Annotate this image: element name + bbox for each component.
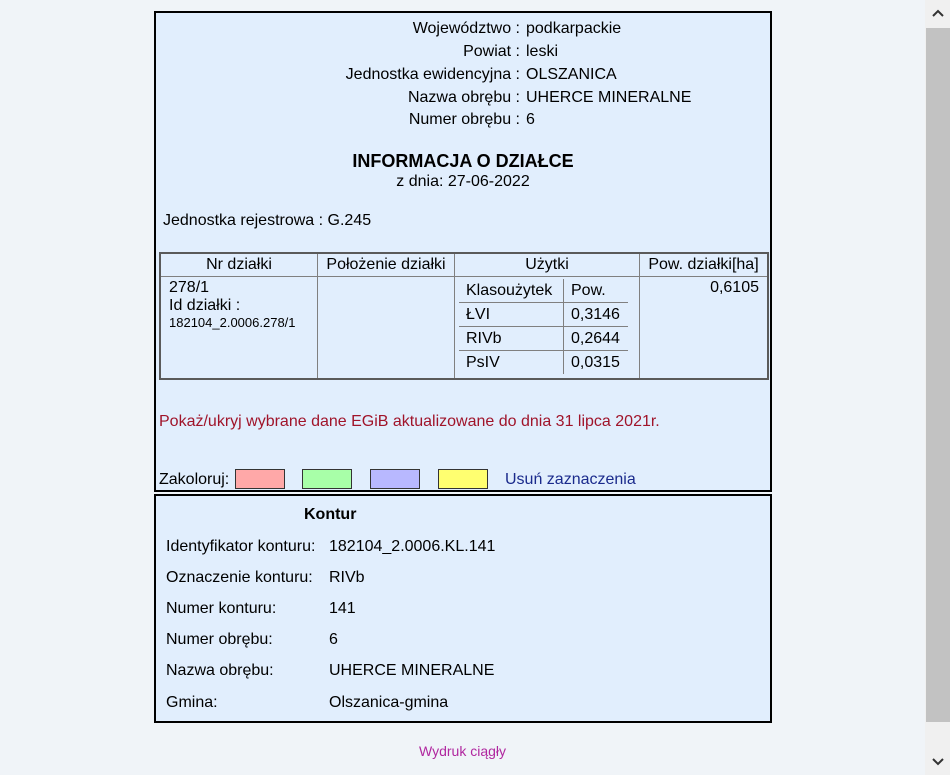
colorize-label: Zakoloruj: bbox=[159, 471, 230, 488]
kontur-value: 141 bbox=[329, 600, 356, 617]
col-header-polozenie: Położenie działki bbox=[318, 253, 455, 277]
header-label: Nazwa obrębu : bbox=[407, 89, 520, 106]
uzytki-klasa: PsIV bbox=[466, 353, 500, 371]
kontur-row-oznaczenie bbox=[166, 567, 766, 589]
uzytki-row bbox=[459, 327, 628, 351]
uzytki-header-row bbox=[459, 279, 628, 303]
header-row-wojewodztwo bbox=[156, 18, 770, 40]
clear-selection-link[interactable]: Usuń zaznaczenia bbox=[505, 471, 636, 488]
kontur-row-numer-obrebu bbox=[166, 629, 766, 651]
kontur-value: 182104_2.0006.KL.141 bbox=[329, 538, 496, 555]
uzytki-pow: 0,2644 bbox=[564, 327, 629, 351]
jednostka-rejestrowa: Jednostka rejestrowa : G.245 bbox=[163, 212, 372, 229]
uzytki-klasa: RIVb bbox=[459, 327, 564, 351]
print-continuous-link[interactable]: Wydruk ciągły bbox=[419, 743, 507, 759]
header-row-jednostka bbox=[156, 64, 770, 86]
kontur-label: Nazwa obrębu: bbox=[166, 662, 274, 679]
parcel-id-value: 182104_2.0006.278/1 bbox=[169, 315, 296, 330]
cell-nr-dzialki bbox=[160, 277, 318, 380]
swatch-yellow[interactable] bbox=[438, 469, 488, 489]
uzytki-klasa: ŁVI bbox=[459, 303, 564, 327]
header-value: podkarpackie bbox=[526, 20, 622, 37]
col-header-pow: Pow. działki[ha] bbox=[640, 253, 769, 277]
parcel-id-label: Id działki : bbox=[169, 297, 241, 314]
parcel-table bbox=[159, 252, 769, 380]
kontur-row-nazwa-obrebu bbox=[166, 660, 766, 682]
header-value: leski bbox=[526, 43, 559, 60]
header-row-powiat bbox=[156, 41, 770, 63]
uzytki-pow: 0,0315 bbox=[564, 351, 629, 375]
kontur-panel bbox=[154, 494, 772, 723]
page-title: INFORMACJA O DZIAŁCE bbox=[352, 151, 574, 171]
egib-toggle-link[interactable]: Pokaż/ukryj wybrane dane EGiB aktualizowane do dnia 31 lipca 2021r. bbox=[159, 413, 660, 430]
cell-polozenie bbox=[318, 277, 455, 380]
scroll-down-arrow-icon[interactable] bbox=[925, 749, 950, 775]
kontur-value: UHERCE MINERALNE bbox=[329, 662, 495, 679]
parcel-number: 278/1 bbox=[169, 279, 210, 296]
kontur-label: Numer konturu: bbox=[166, 600, 277, 617]
uzytki-table bbox=[459, 279, 628, 374]
col-header-nr: Nr działki bbox=[160, 253, 318, 277]
swatch-green[interactable] bbox=[302, 469, 352, 489]
kontur-value: Olszanica-gmina bbox=[329, 694, 449, 711]
uzytki-pow: 0,3146 bbox=[564, 303, 629, 327]
header-value: UHERCE MINERALNE bbox=[526, 89, 692, 106]
kontur-row-identyfikator bbox=[166, 536, 766, 558]
kontur-value: RIVb bbox=[329, 569, 365, 586]
kontur-row-gmina bbox=[166, 692, 766, 714]
swatch-blue[interactable] bbox=[370, 469, 420, 489]
header-value: 6 bbox=[526, 111, 535, 128]
kontur-row-numer bbox=[166, 598, 766, 620]
header-row-numer-obrebu bbox=[156, 109, 770, 131]
header-label: Powiat : bbox=[463, 43, 520, 60]
kontur-label: Gmina: bbox=[166, 694, 218, 711]
col-header-uzytki: Użytki bbox=[455, 253, 640, 277]
kontur-label: Oznaczenie konturu: bbox=[166, 569, 313, 586]
header-row-nazwa-obrebu bbox=[156, 87, 770, 109]
parcel-info-panel bbox=[154, 11, 772, 492]
uzytki-header-klasa: Klasoużytek bbox=[459, 279, 564, 303]
uzytki-row bbox=[459, 303, 628, 327]
kontur-value: 6 bbox=[329, 631, 338, 648]
cell-uzytki bbox=[455, 277, 640, 380]
table-header-row bbox=[160, 253, 768, 277]
uzytki-row bbox=[459, 351, 628, 375]
scrollbar-thumb[interactable] bbox=[926, 28, 950, 722]
scroll-up-arrow-icon[interactable] bbox=[925, 0, 950, 26]
kontur-label: Identyfikator konturu: bbox=[166, 538, 316, 555]
report-date: z dnia: 27-06-2022 bbox=[396, 173, 530, 190]
vertical-scrollbar[interactable] bbox=[925, 0, 950, 775]
cell-pow-dzialki: 0,6105 bbox=[640, 277, 769, 380]
header-label: Jednostka ewidencyjna : bbox=[345, 66, 520, 83]
header-label: Numer obrębu : bbox=[408, 111, 520, 128]
swatch-red[interactable] bbox=[235, 469, 285, 489]
uzytki-header-pow: Pow. bbox=[564, 279, 629, 303]
kontur-label: Numer obrębu: bbox=[166, 631, 273, 648]
table-row bbox=[160, 277, 768, 380]
header-value: OLSZANICA bbox=[526, 66, 617, 83]
kontur-title: Kontur bbox=[304, 506, 357, 523]
header-label: Województwo : bbox=[412, 20, 520, 37]
